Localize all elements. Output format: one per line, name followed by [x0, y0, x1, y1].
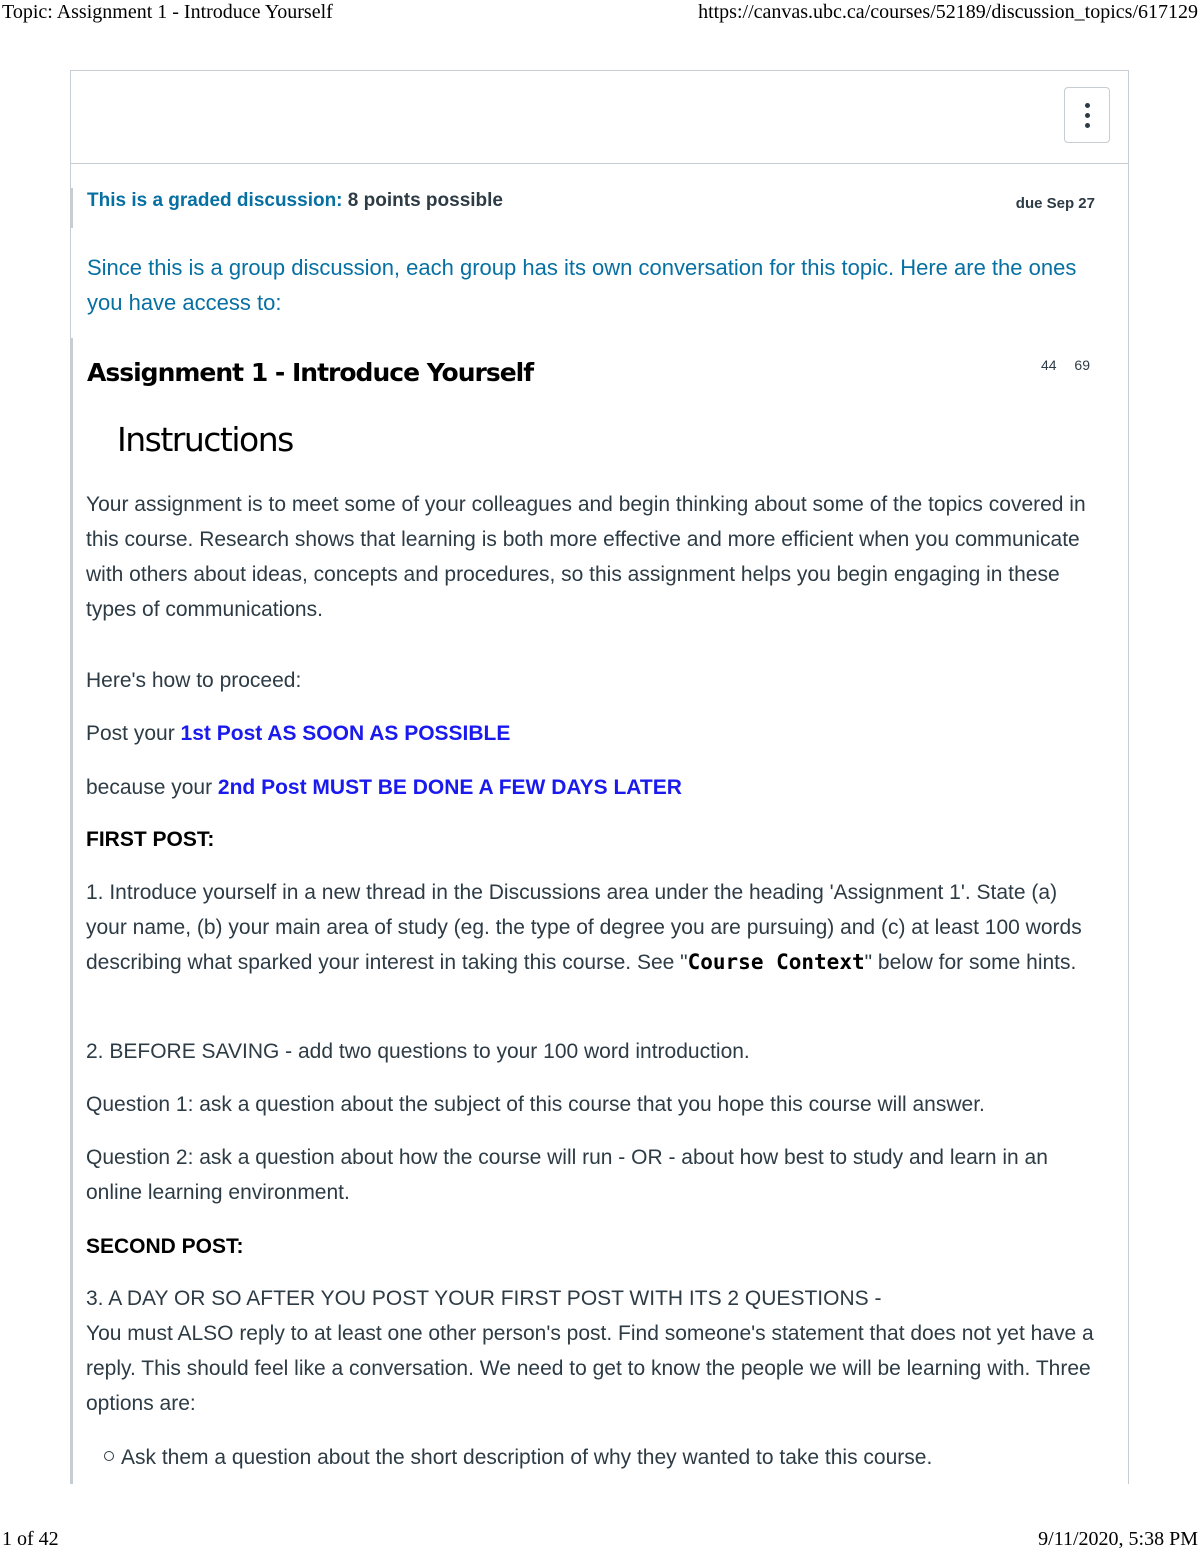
proceed-line: [86, 663, 1096, 698]
total-count: 69: [1074, 357, 1090, 373]
question2-text: Question 2: ask a question about how the course will run - OR - about how best to study and learn in an online learning environment.: [86, 1146, 1048, 1204]
print-header: [0, 0, 1200, 26]
post2-emphasis: 2nd Post MUST BE DONE A FEW DAYS LATER: [217, 776, 682, 799]
frame-edge-marker: [70, 188, 73, 228]
print-footer: [0, 1527, 1200, 1553]
kebab-menu-icon: [1085, 103, 1090, 128]
step1-tail: " below for some hints.: [864, 951, 1077, 974]
instructions-heading: Instructions: [117, 420, 293, 459]
print-page-title: Topic: Assignment 1 - Introduce Yourself: [2, 1, 333, 23]
step2-text: 2. BEFORE SAVING - add two questions to your 100 word introduction.: [86, 1040, 750, 1063]
graded-discussion-info: [87, 190, 1095, 220]
due-date: due Sep 27: [1015, 195, 1095, 212]
list-item: [104, 1442, 932, 1474]
step3-line2: You must ALSO reply to at least one other person's post. Find someone's statement that does not yet have a reply. This should feel like a conversation. We need to get to know the people we will be learning with. Three options are:: [86, 1322, 1094, 1415]
topic-title-link[interactable]: Assignment 1 - Introduce Yourself: [87, 358, 534, 387]
print-page-url: https://canvas.ubc.ca/courses/52189/discussion_topics/617129: [698, 1, 1198, 23]
post1-emphasis: 1st Post AS SOON AS POSSIBLE: [180, 722, 511, 745]
step1-text: 1. Introduce yourself in a new thread in the Discussions area under the heading 'Assignment 1'. State (a) your name, (b) your main area of study (eg. the type of degree you are pursuing) and (c) at least 100 words describing what sparked your interest in taking this course. See ": [86, 881, 1082, 974]
step3-line1: 3. A DAY OR SO AFTER YOU POST YOUR FIRST POST WITH ITS 2 QUESTIONS -: [86, 1287, 882, 1310]
second-post-heading-block: [86, 1229, 1096, 1264]
group-discussion-note: Since this is a group discussion, each group has its own conversation for this topic. Here are the ones you have access to:: [87, 255, 1077, 315]
entry-edge-marker: [70, 338, 73, 1484]
instructions-intro: [86, 487, 1096, 627]
post1-line: [86, 716, 1096, 751]
intro-paragraph: Your assignment is to meet some of your colleagues and begin thinking about some of the topics covered in this course. Research shows that learning is both more effective and more efficient when you communicate with others about ideas, concepts and procedures, so this assignment helps you begin engaging in these types of communications.: [86, 493, 1086, 621]
question1-block: [86, 1087, 1096, 1122]
step1-bold: Course Context: [687, 950, 865, 974]
points-possible: 8 points possible: [347, 190, 503, 211]
question1-text: Question 1: ask a question about the subject of this course that you hope this course will answer.: [86, 1093, 985, 1116]
proceed-text: Here's how to proceed:: [86, 669, 302, 692]
step3-block: [86, 1281, 1096, 1421]
print-datetime: 9/11/2020, 5:38 PM: [1038, 1528, 1198, 1550]
second-post-heading: SECOND POST:: [86, 1235, 244, 1258]
unread-count: 44: [1040, 357, 1057, 373]
graded-label: This is a graded discussion:: [87, 190, 343, 211]
bullet-circle-icon: [104, 1451, 114, 1461]
discussion-toolbar: [71, 71, 1128, 164]
question2-block: [86, 1140, 1096, 1210]
post2-line: [86, 770, 1096, 805]
options-menu-button[interactable]: [1064, 87, 1110, 143]
print-page-number: 1 of 42: [2, 1528, 59, 1550]
step2-block: [86, 1034, 1096, 1069]
reply-counts: [1027, 357, 1090, 373]
bullet-text: Ask them a question about the short description of why they wanted to take this course.: [121, 1446, 933, 1469]
post2-prefix: because your: [86, 776, 218, 799]
first-post-heading-block: [86, 822, 1096, 857]
post1-prefix: Post your: [86, 722, 181, 745]
first-post-heading: FIRST POST:: [86, 828, 215, 851]
step1-block: [86, 875, 1096, 980]
